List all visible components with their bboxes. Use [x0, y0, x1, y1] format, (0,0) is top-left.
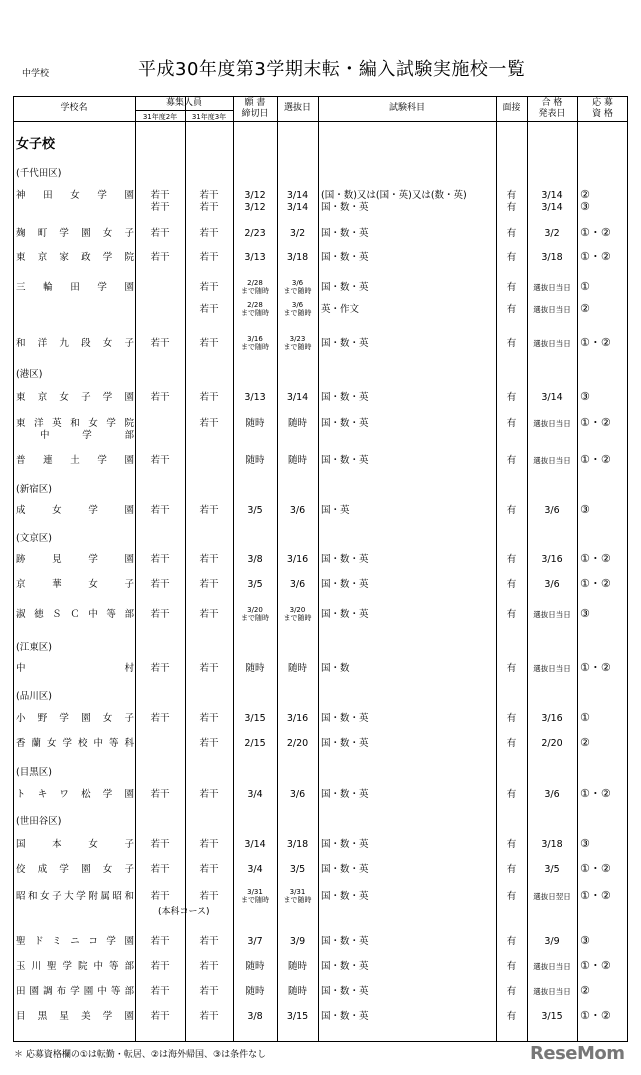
cell-result: 3/5: [544, 864, 560, 875]
cell-g3: 若干: [199, 202, 219, 213]
cell-subjects: 国・数・英: [321, 455, 369, 466]
cell-qualification: ①・②: [580, 453, 611, 466]
cell-g2: 若干: [150, 252, 170, 263]
cell-g3: 若干: [199, 663, 219, 674]
ward-label: (目黒区): [16, 767, 52, 778]
cell-qualification: ①・②: [580, 336, 611, 349]
cell-result: 選抜日当日: [533, 664, 571, 673]
cell-g3: 若干: [199, 505, 219, 516]
cell-subjects: 国・数・英: [321, 228, 369, 239]
cell-g3: 若干: [199, 738, 219, 749]
cell-g3: 若干: [199, 864, 219, 875]
cell-g2: 若干: [150, 228, 170, 239]
cell-result: 選抜日当日: [533, 339, 571, 348]
header-school: 学校名: [60, 103, 88, 113]
cell-ex: 3/5: [289, 864, 306, 875]
cell-iv: 有: [506, 713, 517, 724]
school-name: 東京女子学園: [16, 392, 134, 403]
school-name: 和洋九段女子: [16, 338, 134, 349]
cell-result: 選抜日当日: [533, 962, 571, 971]
cell-ex: 3/31: [289, 888, 306, 896]
school-name: 目黒星美学園: [16, 1011, 134, 1022]
header-exam-date: 選抜日: [283, 103, 311, 113]
cell-iv: 有: [506, 455, 517, 466]
cell-ex: 3/15: [286, 1011, 309, 1022]
cell-iv: 有: [506, 609, 517, 620]
ward-label: (江東区): [16, 642, 52, 653]
cell-g3: 若干: [199, 392, 219, 403]
cell-ex: 3/14: [286, 392, 309, 403]
cell-dl: 3/14: [244, 839, 266, 850]
cell-result: 2/20: [541, 738, 563, 749]
cell-result: 3/9: [544, 936, 560, 947]
cell-qualification: ①・②: [580, 889, 611, 902]
school-name-line2: 中学部: [40, 430, 134, 441]
cell-dl: 3/20: [247, 606, 263, 614]
cell-iv: 有: [506, 190, 517, 201]
cell-g2: 若干: [150, 505, 170, 516]
cell-g2: 若干: [150, 579, 170, 590]
cell-result: 3/6: [544, 579, 560, 590]
cell-dl: 3/13: [244, 252, 266, 263]
school-name: 玉川聖学院中等部: [16, 961, 134, 972]
cell-subjects: 国・数・英: [321, 936, 369, 947]
cell-qualification: ①・②: [580, 226, 611, 239]
cell-iv: 有: [506, 936, 517, 947]
cell-result: 3/16: [541, 554, 563, 565]
cell-g3: 若干: [199, 190, 219, 201]
cell-subjects: 国・数・英: [321, 961, 369, 972]
cell-result: 3/14: [541, 392, 563, 403]
cell-subjects: 国・数・英: [321, 864, 369, 875]
cell-iv: 有: [506, 789, 517, 800]
cell-ex: 3/16: [286, 554, 309, 565]
cell-subjects: 国・数・英: [321, 891, 369, 902]
cell-dl: 3/16: [247, 335, 263, 343]
cell-ex: 3/6: [291, 301, 304, 309]
cell-dl: 3/13: [244, 392, 266, 403]
cell-dl: 2/23: [244, 228, 266, 239]
header-interview: 面接: [502, 103, 521, 113]
cell-iv: 有: [506, 554, 517, 565]
cell-ex: 3/16: [286, 713, 309, 724]
cell-g2: 若干: [150, 789, 170, 800]
header-result-1: 合 格: [541, 98, 563, 108]
cell-ex: 随時: [287, 961, 307, 972]
school-name: 国本女子: [16, 839, 134, 850]
section-title: 女子校: [16, 137, 56, 152]
cell-dl: 随時: [245, 455, 265, 466]
header-divider: [13, 121, 628, 122]
cell-ex: 3/6: [289, 789, 306, 800]
cell-g2: 若干: [150, 839, 170, 850]
cell-g3: 若干: [199, 228, 219, 239]
cell-g3: 若干: [199, 252, 219, 263]
cell-g2: 若干: [150, 713, 170, 724]
cell-iv: 有: [506, 738, 517, 749]
cell-ex: 3/6: [289, 579, 306, 590]
cell-dl: 3/31: [247, 888, 263, 896]
cell-subjects: 国・数・英: [321, 202, 369, 213]
cell-g2: 若干: [150, 663, 170, 674]
cell-g3: 若干: [199, 304, 219, 315]
cell-ex: 3/14: [286, 190, 309, 201]
school-name: 昭和女子大学附属昭和: [16, 891, 134, 902]
cell-qualification: ①・②: [580, 787, 611, 800]
cell-ex: 2/20: [286, 738, 309, 749]
school-name: 中村: [16, 663, 134, 674]
school-name: 跡見学園: [16, 554, 134, 565]
cell-qualification: ③: [580, 934, 590, 947]
cell-g3: 若干: [199, 418, 219, 429]
cell-qualification: ②: [580, 736, 590, 749]
cell-qualification: ①・②: [580, 661, 611, 674]
school-name: 淑徳ＳＣ中等部: [16, 609, 134, 620]
header-subjects: 試験科目: [388, 103, 425, 113]
cell-iv: 有: [506, 864, 517, 875]
cell-dl: 2/28: [247, 301, 263, 309]
cell-result: 選抜日当日: [533, 283, 571, 292]
cell-subjects: 国・数・英: [321, 609, 369, 620]
cell-ex-note: まで随時: [283, 614, 312, 622]
cell-result: 3/16: [541, 713, 563, 724]
ward-label: (港区): [16, 369, 43, 380]
school-note: (本科コース): [158, 907, 210, 917]
cell-subjects: 英・作文: [321, 304, 360, 315]
cell-subjects: 国・数・英: [321, 252, 369, 263]
cell-dl: 3/7: [247, 936, 263, 947]
cell-dl: 3/4: [247, 864, 263, 875]
cell-qualification: ①: [580, 711, 590, 724]
header-deadline-2: 締切日: [241, 109, 269, 119]
cell-ex: 3/20: [289, 606, 306, 614]
footnote: ＊ 応募資格欄の①は転勤・転居、②は海外帰国、③は条件なし: [14, 1050, 267, 1060]
cell-dl: 3/12: [244, 190, 266, 201]
cell-dl: 3/5: [247, 505, 263, 516]
cell-result: 3/18: [541, 252, 563, 263]
cell-g2: 若干: [150, 864, 170, 875]
cell-g3: 若干: [199, 936, 219, 947]
cell-ex: 随時: [287, 418, 307, 429]
cell-g2: 若干: [150, 609, 170, 620]
cell-subjects: 国・数・英: [321, 986, 369, 997]
school-name: 小野学園女子: [16, 713, 134, 724]
cell-g3: 若干: [199, 338, 219, 349]
cell-ex: 3/23: [289, 335, 306, 343]
cell-ex: 随時: [287, 455, 307, 466]
cell-dl: 3/12: [244, 202, 266, 213]
cell-dl: 随時: [245, 663, 265, 674]
cell-g2: 若干: [150, 554, 170, 565]
cell-g3: 若干: [199, 839, 219, 850]
header-grade3: 31年度3年: [191, 113, 227, 121]
cell-result: 3/18: [541, 839, 563, 850]
cell-result: 3/2: [544, 228, 560, 239]
school-name: 香蘭女学校中等科: [16, 738, 134, 749]
cell-subjects: 国・数・英: [321, 338, 369, 349]
header-divider: [135, 110, 233, 111]
cell-ex: 3/6: [289, 505, 306, 516]
ward-label: (文京区): [16, 533, 52, 544]
cell-result: 選抜日翌日: [533, 892, 571, 901]
cell-dl: 3/8: [247, 1011, 263, 1022]
cell-result: 選抜日当日: [533, 456, 571, 465]
cell-ex: 随時: [287, 986, 307, 997]
cell-iv: 有: [506, 418, 517, 429]
cell-qualification: ①・②: [580, 1009, 611, 1022]
cell-iv: 有: [506, 252, 517, 263]
cell-iv: 有: [506, 891, 517, 902]
ward-label: (世田谷区): [16, 816, 62, 827]
school-name: トキワ松学園: [16, 789, 134, 800]
cell-g2: 若干: [150, 961, 170, 972]
cell-g3: 若干: [199, 986, 219, 997]
ward-label: (新宿区): [16, 484, 52, 495]
cell-subjects: 国・数・英: [321, 738, 369, 749]
header-grade2: 31年度2年: [142, 113, 178, 121]
cell-ex: 3/18: [286, 252, 309, 263]
cell-qualification: ③: [580, 390, 590, 403]
cell-g3: 若干: [199, 1011, 219, 1022]
school-name: 三輪田学園: [16, 282, 134, 293]
cell-subjects: 国・数・英: [321, 282, 369, 293]
cell-g3: 若干: [199, 713, 219, 724]
cell-iv: 有: [506, 663, 517, 674]
cell-g3: 若干: [199, 789, 219, 800]
ward-label: (品川区): [16, 691, 52, 702]
cell-g3: 若干: [199, 554, 219, 565]
cell-subjects: 国・数・英: [321, 579, 369, 590]
cell-g2: 若干: [150, 936, 170, 947]
cell-iv: 有: [506, 961, 517, 972]
cell-result: 3/6: [544, 789, 560, 800]
cell-dl: 随時: [245, 418, 265, 429]
cell-ex-note: まで随時: [283, 896, 312, 904]
cell-iv: 有: [506, 304, 517, 315]
cell-g2: 若干: [150, 392, 170, 403]
top-label: 中学校: [22, 69, 50, 79]
cell-ex: 3/14: [286, 202, 309, 213]
school-name: 麹町学園女子: [16, 228, 134, 239]
cell-iv: 有: [506, 1011, 517, 1022]
header-result-2: 発表日: [538, 109, 566, 119]
cell-iv: 有: [506, 986, 517, 997]
cell-subjects: (国・数)又は(国・英)又は(数・英): [321, 190, 467, 201]
cell-g2: 若干: [150, 190, 170, 201]
cell-qualification: ①・②: [580, 250, 611, 263]
header-qual-1: 応 募: [592, 98, 613, 108]
school-name: 神田女学園: [16, 190, 134, 201]
header-qual-2: 資 格: [592, 109, 613, 119]
cell-ex: 3/2: [289, 228, 306, 239]
cell-ex: 随時: [287, 663, 307, 674]
cell-ex-note: まで随時: [283, 309, 312, 317]
cell-dl: 2/15: [244, 738, 266, 749]
cell-ex-note: まで随時: [283, 287, 312, 295]
ward-label: (千代田区): [16, 168, 62, 179]
cell-result: 選抜日当日: [533, 305, 571, 314]
cell-ex: 3/18: [286, 839, 309, 850]
cell-dl-note: まで随時: [241, 287, 269, 295]
cell-qualification: ②: [580, 984, 590, 997]
school-name: 東洋英和女学院: [16, 418, 134, 429]
cell-result: 選抜日当日: [533, 419, 571, 428]
school-name: 佼成学園女子: [16, 864, 134, 875]
cell-subjects: 国・数・英: [321, 392, 369, 403]
school-name: 普連土学園: [16, 455, 134, 466]
page-title: 平成30年度第3学期末転・編入試験実施校一覧: [138, 59, 526, 80]
cell-result: 3/14: [541, 202, 563, 213]
cell-result: 選抜日当日: [533, 610, 571, 619]
cell-subjects: 国・数・英: [321, 554, 369, 565]
col-divider: [577, 96, 578, 1042]
cell-qualification: ①・②: [580, 552, 611, 565]
school-name: 京華女子: [16, 579, 134, 590]
cell-g2: 若干: [150, 986, 170, 997]
cell-dl: 3/8: [247, 554, 263, 565]
cell-dl: 随時: [245, 961, 265, 972]
cell-qualification: ①・②: [580, 577, 611, 590]
school-name: 成女学園: [16, 505, 134, 516]
cell-qualification: ②: [580, 302, 590, 315]
cell-result: 3/14: [541, 190, 563, 201]
cell-result: 3/6: [544, 505, 560, 516]
cell-dl-note: まで随時: [241, 309, 269, 317]
cell-subjects: 国・英: [321, 505, 350, 516]
cell-qualification: ①・②: [580, 959, 611, 972]
cell-g3: 若干: [199, 282, 219, 293]
cell-g3: 若干: [199, 609, 219, 620]
cell-qualification: ③: [580, 200, 590, 213]
cell-g3: 若干: [199, 579, 219, 590]
cell-dl: 2/28: [247, 279, 263, 287]
cell-subjects: 国・数・英: [321, 839, 369, 850]
school-name: 聖ドミニコ学園: [16, 936, 134, 947]
cell-g2: 若干: [150, 1011, 170, 1022]
cell-iv: 有: [506, 579, 517, 590]
cell-iv: 有: [506, 338, 517, 349]
col-divider: [318, 96, 319, 1042]
cell-iv: 有: [506, 282, 517, 293]
cell-iv: 有: [506, 839, 517, 850]
cell-qualification: ②: [580, 188, 590, 201]
school-name: 田園調布学園中等部: [16, 986, 134, 997]
cell-qualification: ①: [580, 280, 590, 293]
cell-dl: 3/5: [247, 579, 263, 590]
cell-g2: 若干: [150, 202, 170, 213]
cell-g2: 若干: [150, 891, 170, 902]
cell-dl-note: まで随時: [241, 343, 269, 351]
cell-dl: 随時: [245, 986, 265, 997]
cell-g3: 若干: [199, 961, 219, 972]
cell-dl-note: まで随時: [241, 896, 269, 904]
school-name: 東京家政学院: [16, 252, 134, 263]
cell-result: 3/15: [541, 1011, 563, 1022]
cell-iv: 有: [506, 392, 517, 403]
cell-ex: 3/9: [289, 936, 306, 947]
resemom-logo: ReseMom: [530, 1043, 625, 1064]
cell-ex: 3/6: [291, 279, 304, 287]
cell-dl-note: まで随時: [241, 614, 269, 622]
cell-subjects: 国・数・英: [321, 1011, 369, 1022]
cell-qualification: ③: [580, 837, 590, 850]
cell-subjects: 国・数・英: [321, 713, 369, 724]
header-deadline-1: 願 書: [244, 98, 266, 108]
cell-qualification: ①・②: [580, 416, 611, 429]
cell-qualification: ③: [580, 503, 590, 516]
cell-subjects: 国・数: [321, 663, 350, 674]
cell-qualification: ①・②: [580, 862, 611, 875]
cell-result: 選抜日当日: [533, 987, 571, 996]
cell-iv: 有: [506, 228, 517, 239]
cell-g2: 若干: [150, 338, 170, 349]
cell-dl: 3/4: [247, 789, 263, 800]
cell-subjects: 国・数・英: [321, 418, 369, 429]
cell-subjects: 国・数・英: [321, 789, 369, 800]
cell-g3: 若干: [199, 891, 219, 902]
cell-qualification: ③: [580, 607, 590, 620]
cell-iv: 有: [506, 202, 517, 213]
cell-dl: 3/15: [244, 713, 266, 724]
header-capacity: 募集人員: [165, 98, 202, 108]
cell-g2: 若干: [150, 455, 170, 466]
cell-iv: 有: [506, 505, 517, 516]
cell-ex-note: まで随時: [283, 343, 312, 351]
